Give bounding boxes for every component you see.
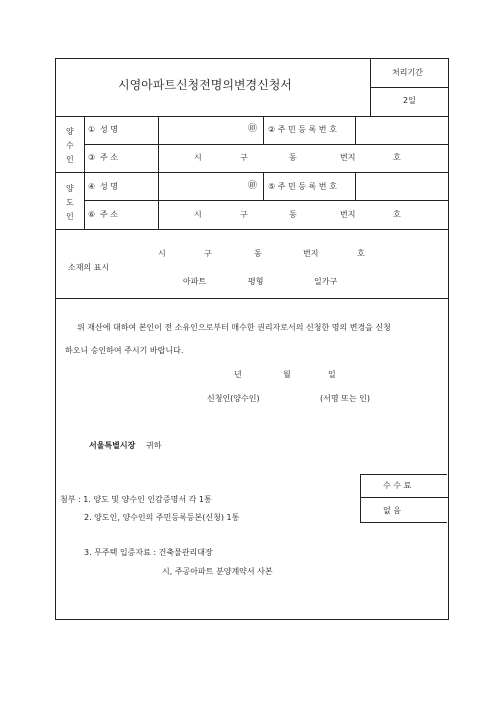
applicant-signature-field[interactable] xyxy=(264,390,316,406)
transferee-address-dong: 동 xyxy=(289,153,297,162)
property-apartment: 아파트 xyxy=(183,277,207,286)
fee-mid-line xyxy=(360,497,448,498)
transferor-address-label: 주 소 xyxy=(100,210,118,219)
transferee-address-num: ③ xyxy=(88,153,96,162)
transferor-id-field[interactable] xyxy=(356,173,447,200)
fee-value: 없 음 xyxy=(383,506,401,515)
transferor-address-field[interactable] xyxy=(159,201,447,228)
attachment-item-1: 첨부 : 1. 양도 및 양수인 인감증명서 각 1통 xyxy=(60,495,212,504)
transferee-id-label: ② 주 민 등 록 번 호 xyxy=(268,125,337,134)
transferor-bottom-line xyxy=(55,229,448,230)
recipient-suffix: 귀하 xyxy=(146,441,162,450)
date-year: 년 xyxy=(234,370,242,379)
transferee-side-label-2: 수 xyxy=(66,141,74,150)
transferor-name-field[interactable] xyxy=(159,173,262,200)
property-ho: 호 xyxy=(357,249,365,258)
transferor-address-ho: 호 xyxy=(393,210,401,219)
transferee-address-bunji: 번지 xyxy=(340,153,356,162)
transferee-side-label-3: 인 xyxy=(66,155,74,164)
transferor-address-dong: 동 xyxy=(289,210,297,219)
application-text-line-1: 위 재산에 대하여 본인이 전 소유인으로부터 매수한 권리자로서의 신청한 명의 변경을 신청 xyxy=(77,323,391,332)
transferor-address-num: ⑥ xyxy=(88,210,96,219)
transferee-address-si: 시 xyxy=(194,153,202,162)
application-text-line-2: 하오니 승인하여 주시기 바랍니다. xyxy=(65,346,184,355)
date-day: 일 xyxy=(328,370,336,379)
transferee-name-num: ① xyxy=(88,125,96,134)
transferee-side-label-1: 양 xyxy=(66,127,74,136)
transferor-address-si: 시 xyxy=(194,210,202,219)
transferee-seal-icon: ㊞ xyxy=(248,124,258,134)
transferee-address-field[interactable] xyxy=(159,145,447,172)
transferor-side-label-2: 도 xyxy=(66,198,74,207)
recipient-name: 서울특별시장 xyxy=(89,441,136,450)
transferee-id-left-divider xyxy=(263,116,264,145)
date-month: 월 xyxy=(283,370,291,379)
signature-label: (서명 또는 인) xyxy=(320,394,370,403)
transferor-address-gu: 구 xyxy=(240,210,248,219)
property-dong: 동 xyxy=(254,249,262,258)
transferee-address-label: 주 소 xyxy=(100,153,118,162)
attachment-item-2: 2. 양도인, 양수인의 주민등록등본(신청) 1통 xyxy=(84,513,240,522)
transferor-id-left-divider xyxy=(263,172,264,201)
property-label: 소재의 표시 xyxy=(68,263,110,272)
transferor-name-num: ④ xyxy=(88,182,96,191)
transferor-id-label: ⑤ 주 민 등 록 번 호 xyxy=(268,182,337,191)
transferee-name-field[interactable] xyxy=(159,117,262,144)
transferor-side-label-3: 인 xyxy=(66,212,74,221)
applicant-label: 신청인(양수인) xyxy=(207,394,260,403)
header-mid-line xyxy=(370,87,448,88)
property-bottom-line xyxy=(55,298,448,299)
transferor-name-label: 성 명 xyxy=(100,182,118,191)
transferor-side-label-1: 양 xyxy=(66,184,74,193)
transferee-address-gu: 구 xyxy=(240,153,248,162)
transferee-name-label: 성 명 xyxy=(100,125,118,134)
property-si: 시 xyxy=(158,249,166,258)
fee-label: 수 수 료 xyxy=(383,481,412,490)
transferee-id-field[interactable] xyxy=(356,117,447,144)
processing-period-value: 2일 xyxy=(403,96,416,105)
processing-period-label: 처리기간 xyxy=(392,68,423,77)
transferor-seal-icon: ㊞ xyxy=(248,181,258,191)
property-pyeong: 평형 xyxy=(248,277,264,286)
form-title: 시영아파트신청전명의변경신청서 xyxy=(118,78,292,92)
attachment-item-3: 3. 무주택 입증자료 : 건축물관리대장 xyxy=(84,548,213,557)
transferor-address-bunji: 번지 xyxy=(340,210,356,219)
attachment-item-4: 시, 주공아파트 분양계약서 사본 xyxy=(162,567,273,576)
property-household: 일가구 xyxy=(314,277,338,286)
property-gu: 구 xyxy=(204,249,212,258)
property-bunji: 번지 xyxy=(303,249,319,258)
transferee-address-ho: 호 xyxy=(393,153,401,162)
